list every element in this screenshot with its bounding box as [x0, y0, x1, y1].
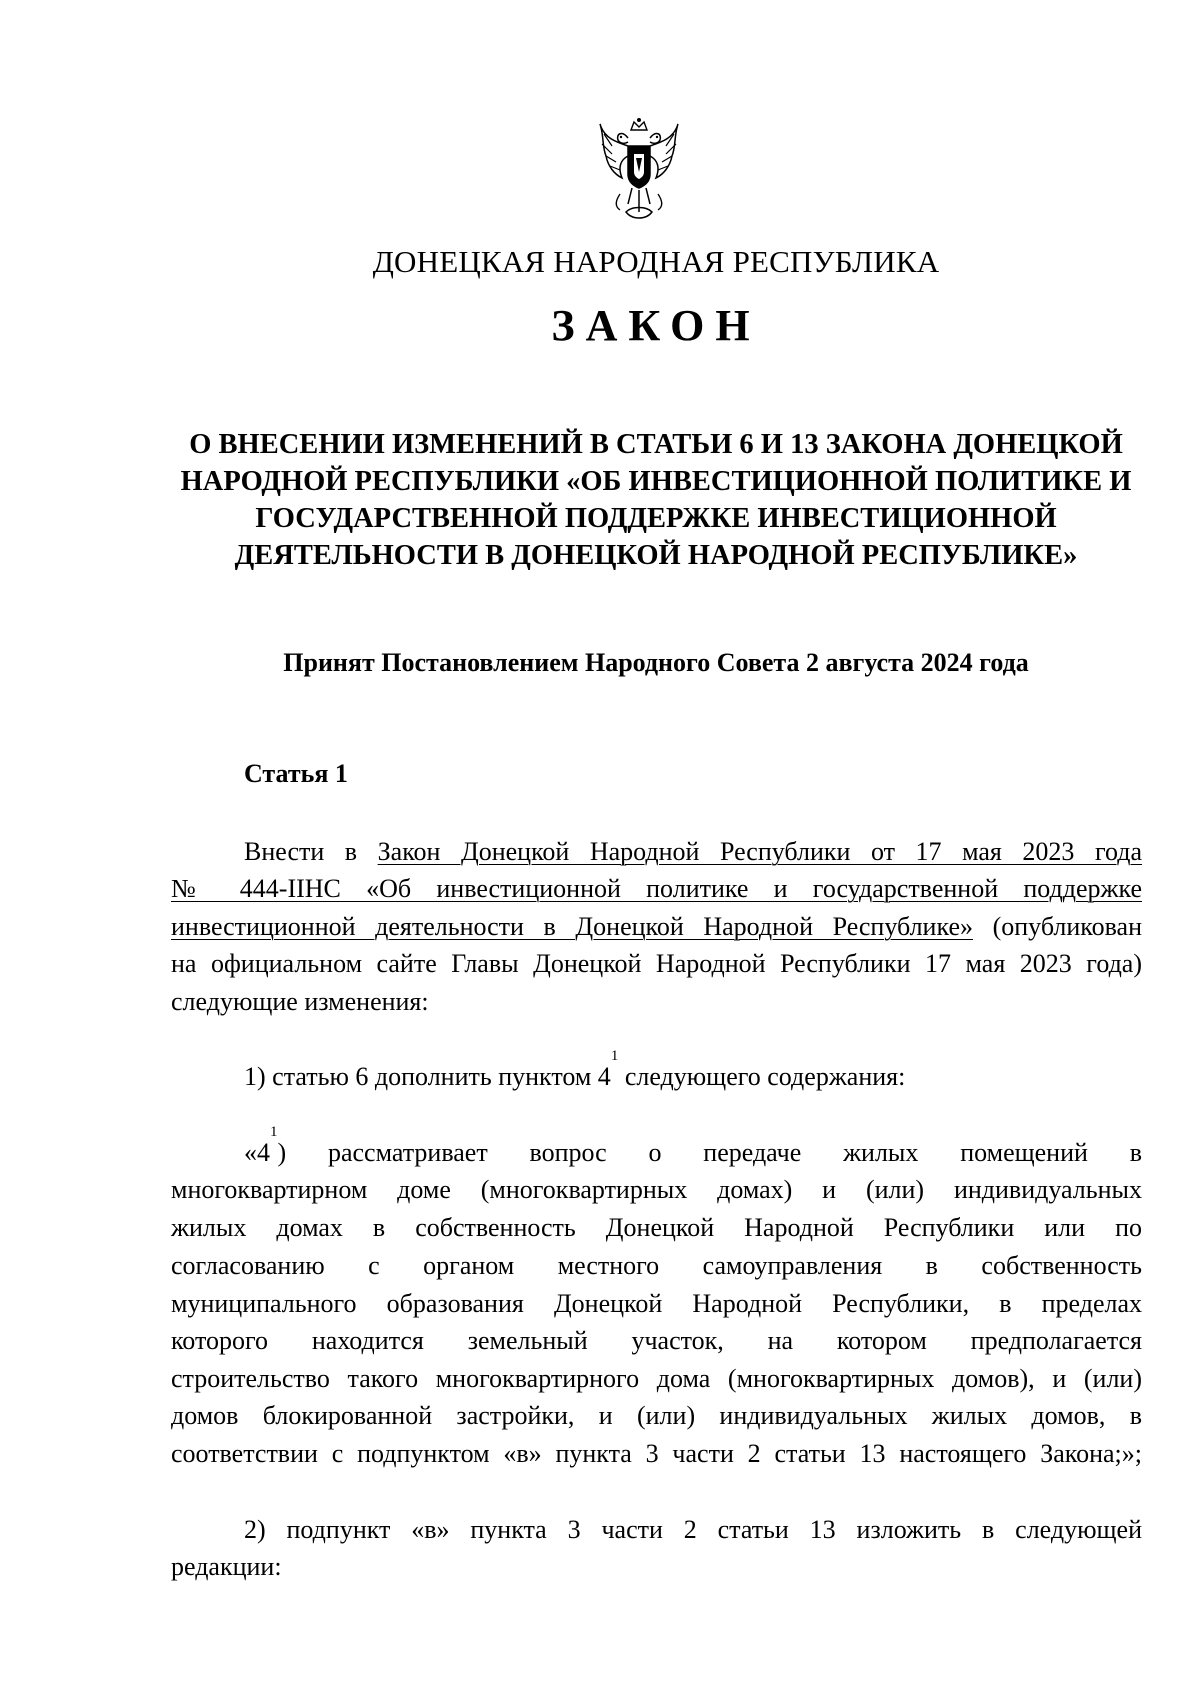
- paragraph-line: строительство такого многоквартирного дома (многоквартирных домов), и (или): [171, 1364, 1142, 1393]
- text-span: ) рассматривает вопрос о передаче жилых помещений в: [277, 1138, 1142, 1167]
- coat-of-arms-emblem: [598, 116, 680, 224]
- paragraph-line: на официальном сайте Главы Донецкой Народной Республики 17 мая 2023 года): [171, 949, 1142, 978]
- paragraph-line: следующие изменения:: [171, 987, 429, 1016]
- text-span: Внести в: [244, 837, 378, 866]
- paragraph-line: согласованию с органом местного самоуправления в собственность: [171, 1251, 1142, 1280]
- text-span: следующего содержания:: [618, 1062, 906, 1091]
- superscript: 1: [610, 1048, 619, 1064]
- paragraph-line: соответствии с подпунктом «в» пункта 3 части 2 статьи 13 настоящего Закона;»;: [171, 1439, 1142, 1468]
- adoption-note: Принят Постановлением Народного Совета 2 августа 2024 года: [283, 648, 1029, 677]
- law-title: [180, 426, 1132, 574]
- law-reference-link[interactable]: инвестиционной деятельности в Донецкой Народной Республике»: [171, 912, 973, 941]
- law-reference-link[interactable]: № 444-IIНС «Об инвестиционной политике и государственной поддержке: [171, 874, 1142, 903]
- paragraph-line: домов блокированной застройки, и (или) индивидуальных жилых домов, в: [171, 1401, 1142, 1430]
- law-title-line: О ВНЕСЕНИИ ИЗМЕНЕНИЙ В СТАТЬИ 6 И 13 ЗАКОНА ДОНЕЦКОЙ: [189, 429, 1123, 460]
- paragraph-line: редакции:: [171, 1552, 282, 1581]
- list-item: [244, 1048, 1142, 1094]
- document-type: ЗАКОН: [551, 301, 761, 350]
- superscript: 1: [270, 1124, 278, 1140]
- law-title-line: ДЕЯТЕЛЬНОСТИ В ДОНЕЦКОЙ НАРОДНОЙ РЕСПУБЛИКЕ»: [234, 540, 1078, 571]
- paragraph-line: многоквартирном доме (многоквартирных домах) и (или) индивидуальных: [171, 1175, 1142, 1204]
- law-title-line: ГОСУДАРСТВЕННОЙ ПОДДЕРЖКЕ ИНВЕСТИЦИОННОЙ: [255, 503, 1057, 534]
- republic-name: ДОНЕЦКАЯ НАРОДНАЯ РЕСПУБЛИКА: [372, 244, 940, 279]
- law-reference-link[interactable]: Закон Донецкой Народной Республики от 17 мая 2023 года: [377, 837, 1142, 866]
- text-span: 1) статью 6 дополнить пунктом 4: [244, 1062, 611, 1091]
- paragraph-line: жилых домах в собственность Донецкой Народной Республики или по: [171, 1213, 1142, 1242]
- list-item: 2) подпункт «в» пункта 3 части 2 статьи 13 изложить в следующей: [244, 1515, 1142, 1544]
- paragraph-line: [171, 910, 1142, 944]
- law-title-line: НАРОДНОЙ РЕСПУБЛИКИ «ОБ ИНВЕСТИЦИОННОЙ ПОЛИТИКЕ И: [180, 466, 1132, 497]
- article-heading: Статья 1: [244, 759, 348, 788]
- paragraph-line: которого находится земельный участок, на котором предполагается: [171, 1326, 1142, 1355]
- text-span: (опубликован: [973, 912, 1142, 941]
- text-span: «4: [244, 1138, 270, 1167]
- paragraph-line: [244, 835, 1142, 869]
- paragraph-line: [171, 872, 1142, 906]
- paragraph-line: муниципального образования Донецкой Народной Республики, в пределах: [171, 1289, 1142, 1318]
- paragraph-line: [244, 1124, 1142, 1170]
